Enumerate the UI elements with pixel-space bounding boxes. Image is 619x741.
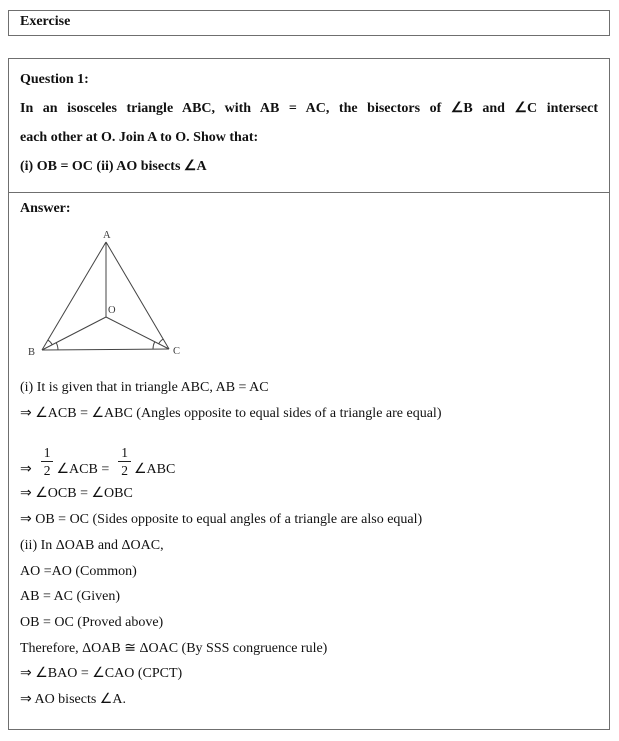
proof-line: ⇒ ∠BAO = ∠CAO (CPCT) [20, 666, 183, 682]
fraction-line-mid-text: ∠ACB = [56, 462, 110, 478]
proof-line-fraction [20, 426, 598, 481]
angle-arc-B-upper [48, 340, 52, 345]
proof-line: OB = OC (Proved above) [20, 614, 164, 630]
proof-line: Therefore, ΔOAB ≅ ΔOAC (By SSS congruence rule) [20, 640, 328, 656]
vertex-label-O: O [108, 305, 116, 316]
exercise-header-box [8, 10, 610, 36]
angle-arc-C-upper [159, 339, 164, 344]
question-text-line-1: In an isosceles triangle ABC, with AB = AC, the bisectors of ∠B and ∠C intersect [20, 101, 598, 116]
proof-line: ⇒ AO bisects ∠A. [20, 692, 126, 708]
proof-line: (ii) In ΔOAB and ΔOAC, [20, 537, 164, 553]
fraction-denominator: 2 [43, 463, 51, 479]
proof-line: ⇒ ∠OCB = ∠OBC [20, 486, 133, 502]
angle-arc-C-lower [153, 342, 155, 349]
fraction-denominator: 2 [121, 463, 128, 479]
fraction-numerator: 1 [118, 445, 131, 462]
fraction-one-half [41, 445, 54, 478]
vertex-label-B: B [28, 347, 36, 358]
angle-arc-B-lower [56, 343, 58, 350]
vertex-label-A: A [103, 230, 111, 241]
fraction-numerator: 1 [41, 445, 54, 462]
proof-line: (i) It is given that in triangle ABC, AB = AC [20, 380, 269, 395]
proof-line: ⇒ ∠ACB = ∠ABC (Angles opposite to equal sides of a triangle are equal) [20, 405, 442, 421]
fraction-line-tail-text: ∠ABC [133, 462, 176, 478]
proof-line: ⇒ OB = OC (Sides opposite to equal angles of a triangle are also equal) [20, 512, 423, 528]
question-answer-box [8, 58, 610, 730]
question-section [9, 59, 609, 193]
side-BC [42, 349, 169, 350]
fraction-one-half [118, 445, 131, 478]
triangle-diagram-svg [26, 227, 191, 367]
implies-arrow: ⇒ [20, 462, 32, 478]
question-text-line-2: each other at O. Join A to O. Show that: [20, 130, 259, 145]
proof-steps [20, 375, 598, 713]
vertex-label-C: C [173, 346, 181, 357]
exercise-title: Exercise [20, 14, 71, 29]
proof-line: AB = AC (Given) [20, 589, 121, 605]
answer-heading: Answer: [20, 201, 71, 216]
answer-section [9, 193, 609, 713]
triangle-figure [26, 227, 598, 369]
question-heading: Question 1: [20, 72, 89, 87]
question-text-line-3: (i) OB = OC (ii) AO bisects ∠A [20, 159, 207, 174]
proof-line: AO =AO (Common) [20, 563, 137, 579]
